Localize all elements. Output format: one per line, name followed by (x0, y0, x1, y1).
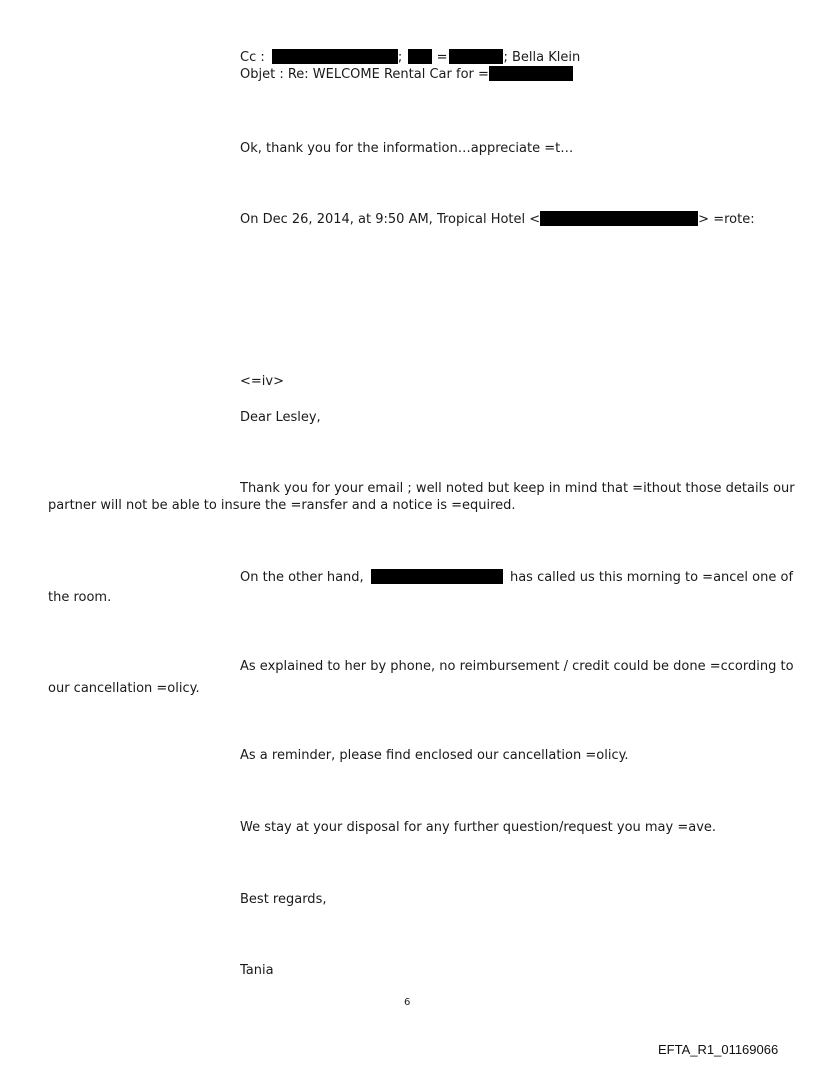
page-number: 6 (404, 997, 411, 1008)
signature: Tania (240, 963, 274, 978)
quote-intro: On Dec 26, 2014, at 9:50 AM, Tropical Hotel < > =rote: (240, 212, 755, 227)
cc-tail: ; Bella Klein (503, 50, 581, 65)
reply-line: Ok, thank you for the information…appreciate =t… (240, 141, 574, 156)
subject-label: Objet : Re: WELCOME Rental Car for = (240, 67, 489, 82)
paragraph-3-line-2: our cancellation =olicy. (48, 681, 200, 696)
paragraph-3-line-1: As explained to her by phone, no reimbursement / credit could be done =ccording to (240, 659, 794, 674)
paragraph-2-line-1: On the other hand, has called us this morning to =ancel one of (240, 570, 794, 585)
paragraph-1-line-2: partner will not be able to insure the =ransfer and a notice is =equired. (48, 498, 516, 513)
redaction-block (272, 49, 398, 64)
cc-line: Cc : ; = ; Bella Klein (240, 50, 581, 65)
cc-label: Cc : (240, 50, 265, 65)
redaction-block (489, 66, 573, 81)
div-tag-text: <=iv> (240, 374, 284, 389)
document-id: EFTA_R1_01169066 (658, 1042, 779, 1057)
redaction-block (408, 49, 432, 64)
paragraph-4: As a reminder, please find enclosed our cancellation =olicy. (240, 748, 629, 763)
paragraph-1-line-1: Thank you for your email ; well noted but keep in mind that =ithout those details our (240, 481, 795, 496)
greeting: Dear Lesley, (240, 410, 321, 425)
paragraph-5: We stay at your disposal for any further question/request you may =ave. (240, 820, 717, 835)
paragraph-2-line-2: the room. (48, 590, 112, 605)
closing: Best regards, (240, 892, 327, 907)
redaction-block (371, 569, 503, 584)
redaction-block (540, 211, 698, 226)
redaction-block (449, 49, 503, 64)
subject-line (240, 66, 573, 83)
